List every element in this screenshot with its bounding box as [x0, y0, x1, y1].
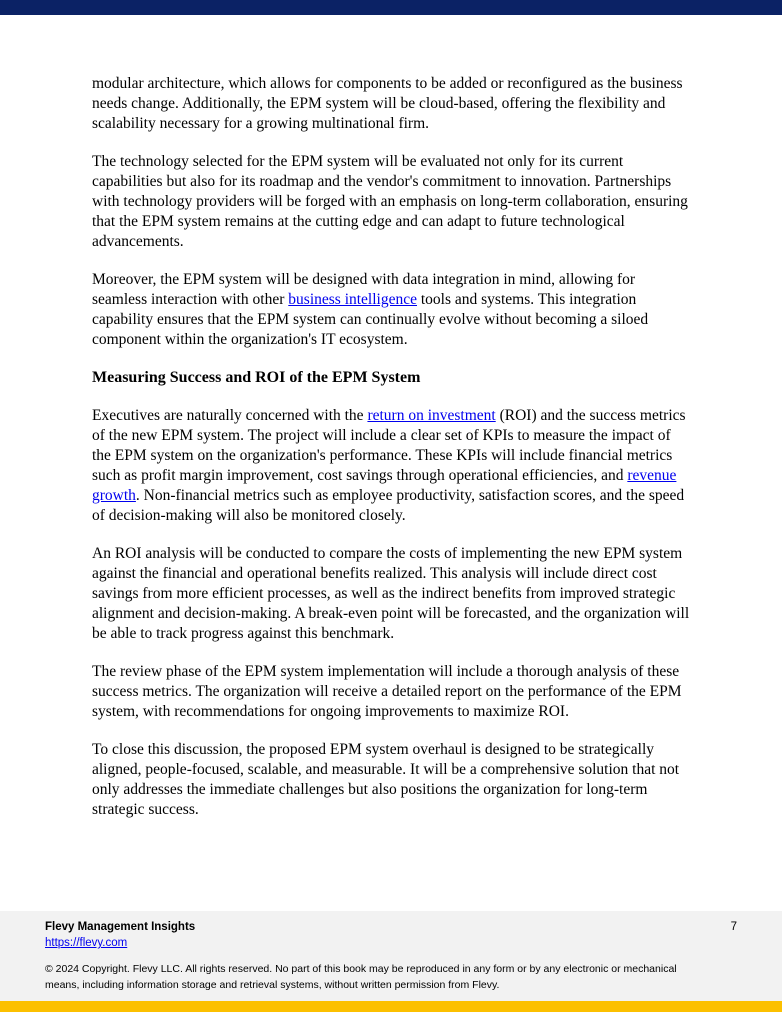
footer-copyright-text: © 2024 Copyright. Flevy LLC. All rights reserved. No part of this book may be reproduced in any form or by any electronic or mechanical means, including information storage and retrieval systems, without written permission from Flevy. [45, 963, 677, 991]
paragraph-text: tools and systems. This integration capability ensures that the EPM system can continually evolve without becoming a siloed component within the organization's IT ecosystem. [92, 291, 649, 348]
footer-url-row [45, 935, 737, 951]
section-heading-measuring-success: Measuring Success and ROI of the EPM System [92, 369, 421, 386]
paragraph-technology-selection: The technology selected for the EPM system will be evaluated not only for its current capabilities but also for its roadmap and the vendor's commitment to innovation. Partnerships with technology providers will be forged with an emphasis on long-term collaboration, ensuring that the EPM system remains at the cutting edge and can adapt to future technological advancements. [92, 153, 688, 250]
paragraph-roi-analysis: An ROI analysis will be conducted to compare the costs of implementing the new EPM system against the financial and operational benefits realized. This analysis will include direct cost savings from more efficient processes, as well as the indirect benefits from improved strategic alignment and decision-making. A break-even point will be forecasted, and the organization will be able to track progress against this benchmark. [92, 545, 690, 642]
paragraph-text: (ROI) and the success metrics of the new EPM system. The project will include a clear set of KPIs to measure the impact of the EPM system on the organization's performance. These KPIs will include financial metrics such as profit margin improvement, cost savings through operational efficiencies, and [92, 407, 686, 484]
paragraph-modular-architecture: modular architecture, which allows for components to be added or reconfigured as the business needs change. Additionally, the EPM system will be cloud-based, offering the flexibility and scalability necessary for a growing multinational firm. [92, 75, 683, 132]
page-bottom-accent-bar [0, 1001, 782, 1012]
paragraph-text: Executives are naturally concerned with the [92, 407, 368, 424]
footer-top-row [45, 920, 737, 935]
return-on-investment-link[interactable]: return on investment [367, 407, 496, 424]
revenue-growth-link[interactable]: revenue growth [92, 467, 677, 504]
flevy-url-link[interactable]: https://flevy.com [45, 937, 128, 949]
paragraph-kpis [92, 406, 692, 526]
paragraph-text: . Non-financial metrics such as employee productivity, satisfaction scores, and the speed of decision-making will also be monitored closely. [92, 487, 685, 524]
paragraph-closing: To close this discussion, the proposed EPM system overhaul is designed to be strategically aligned, people-focused, scalable, and measurable. It will be a comprehensive solution that not only addresses the immediate challenges but also positions the organization for long-term strategic success. [92, 741, 680, 818]
footer-brand-title: Flevy Management Insights [45, 921, 196, 933]
paragraph-review-phase: The review phase of the EPM system implementation will include a thorough analysis of these success metrics. The organization will receive a detailed report on the performance of the EPM system, with recommendations for ongoing improvements to maximize ROI. [92, 663, 682, 720]
document-body [92, 0, 692, 838]
paragraph-text: Moreover, the EPM system will be designed with data integration in mind, allowing for seamless interaction with other [92, 271, 636, 308]
paragraph-data-integration [92, 270, 692, 350]
business-intelligence-link[interactable]: business intelligence [288, 291, 417, 308]
page-footer [0, 911, 782, 1001]
page-number: 7 [730, 921, 737, 933]
